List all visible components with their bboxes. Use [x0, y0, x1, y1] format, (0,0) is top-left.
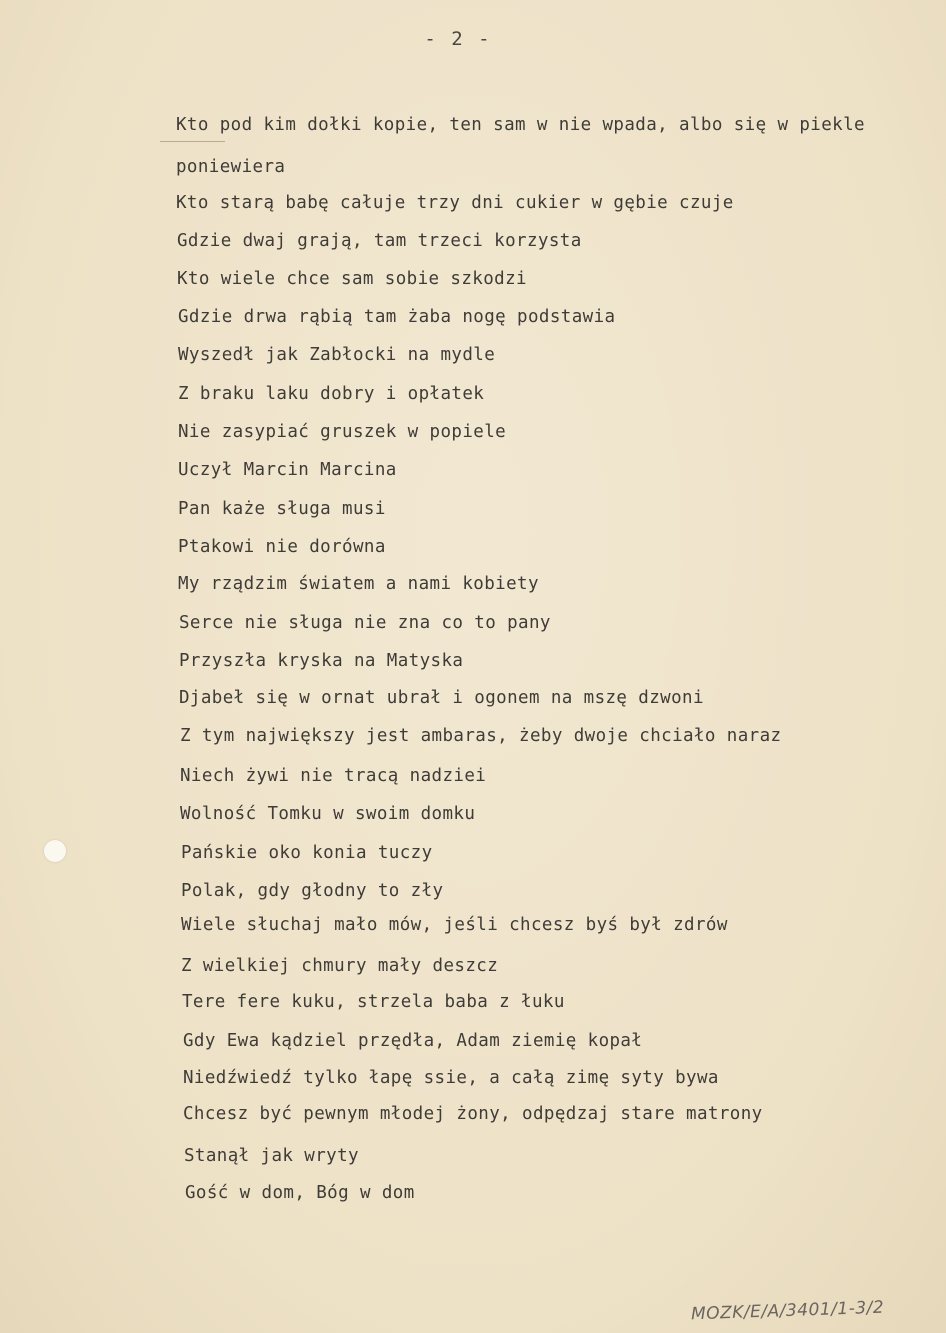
proverb-line: Stanął jak wryty [184, 1146, 359, 1166]
proverb-line: Ptakowi nie dorówna [178, 537, 386, 557]
proverb-line: Chcesz być pewnym młodej żony, odpędzaj stare matrony [183, 1104, 763, 1124]
proverb-line: Serce nie sługa nie zna co to pany [179, 613, 551, 633]
archive-signature: MOZK/E/A/3401/1-3/2 [690, 1297, 885, 1325]
proverb-line: Kto starą babę całuje trzy dni cukier w gębie czuje [176, 193, 734, 213]
proverb-line: Wolność Tomku w swoim domku [180, 804, 476, 824]
proverb-line: Djabeł się w ornat ubrał i ogonem na mszę dzwoni [179, 688, 704, 708]
proverb-line: Wiele słuchaj mało mów, jeśli chcesz byś był zdrów [181, 915, 728, 935]
proverb-line: Gdzie dwaj grają, tam trzeci korzysta [177, 231, 582, 251]
proverb-line: Niedźwiedź tylko łapę ssie, a całą zimę syty bywa [183, 1068, 719, 1088]
proverb-line: Uczył Marcin Marcina [178, 460, 397, 480]
proverb-line: Gość w dom, Bóg w dom [185, 1183, 415, 1203]
proverb-line: Przyszła kryska na Matyska [179, 651, 464, 671]
proverb-line: My rządzim światem a nami kobiety [178, 574, 539, 594]
proverb-line: Z braku laku dobry i opłatek [178, 384, 485, 404]
proverb-line: Pan każe sługa musi [178, 499, 386, 519]
proverb-line: Gdzie drwa rąbią tam żaba nogę podstawia [178, 307, 616, 327]
proverb-line: poniewiera [176, 157, 286, 177]
proverb-line: Z tym największy jest ambaras, żeby dwoje chciało naraz [180, 726, 782, 746]
proverb-line: Nie zasypiać gruszek w popiele [178, 422, 507, 442]
proverb-line: Z wielkiej chmury mały deszcz [181, 956, 499, 976]
proverb-line: Kto wiele chce sam sobie szkodzi [177, 269, 527, 289]
proverb-line: Pańskie oko konia tuczy [181, 843, 433, 863]
proverb-line: Gdy Ewa kądziel przędła, Adam ziemię kopał [183, 1031, 643, 1051]
page-number: - 2 - [424, 28, 492, 50]
proverb-line: Niech żywi nie tracą nadziei [180, 766, 487, 786]
proverb-line: Wyszedł jak Zabłocki na mydle [178, 345, 496, 365]
proverb-line: Tere fere kuku, strzela baba z łuku [182, 992, 565, 1012]
proverb-line: Kto pod kim dołki kopie, ten sam w nie wpada, albo się w piekle [176, 115, 865, 135]
proverb-line: Polak, gdy głodny to zły [181, 881, 444, 901]
